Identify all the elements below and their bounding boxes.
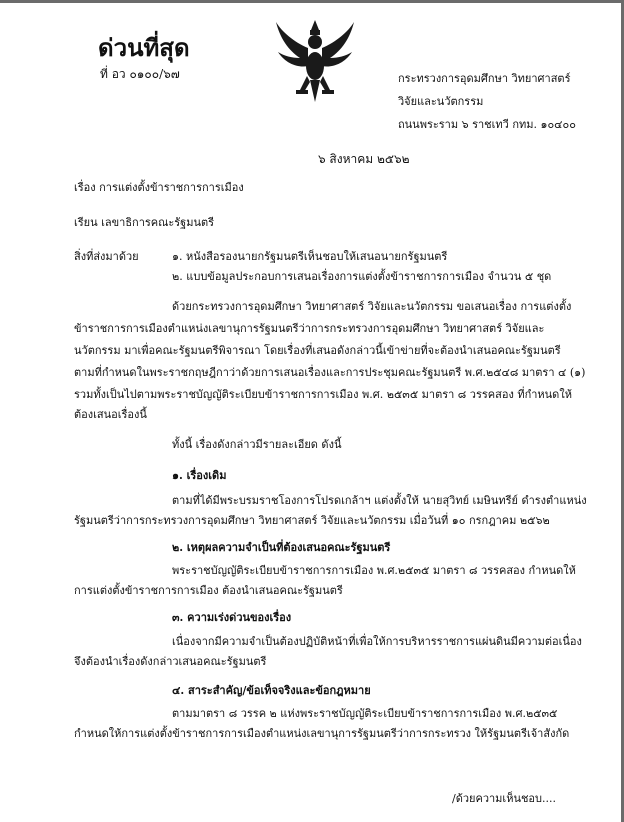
section-4-line: ตามมาตรา ๘ วรรค ๒ แห่งพระราชบัญญัติระเบียบข้าราชการการเมือง พ.ศ.๒๕๓๕ <box>172 707 558 720</box>
ministry-name: กระทรวงการอุดมศึกษา วิทยาศาสตร์ <box>398 72 571 85</box>
details-intro: ทั้งนี้ เรื่องดังกล่าวมีรายละเอียด ดังนี้ <box>172 438 342 451</box>
enclosures-label: สิ่งที่ส่งมาด้วย <box>74 250 139 263</box>
section-4-line: กำหนดให้การแต่งตั้งข้าราชการการเมืองตำแหน่งเลขานุการรัฐมนตรีว่าการกระทรวง ให้รัฐมนตรีเจ้าสังกัด <box>74 727 570 740</box>
garuda-emblem-icon <box>274 18 356 104</box>
salutation-line: เรียน เลขาธิการคณะรัฐมนตรี <box>74 216 215 229</box>
page-border-top <box>0 0 624 3</box>
body-paragraph-line: ข้าราชการการเมืองตำแหน่งเลขานุการรัฐมนตรีว่าการกระทรวงการอุดมศึกษา วิทยาศาสตร์ วิจัยและ <box>74 322 545 335</box>
section-1-heading: ๑. เรื่องเดิม <box>172 469 227 482</box>
ministry-name-line2: วิจัยและนวัตกรรม <box>398 95 484 108</box>
section-3-line: จึงต้องนำเรื่องดังกล่าวเสนอคณะรัฐมนตรี <box>74 655 267 668</box>
continuation-marker: /ด้วยความเห็นชอบ.... <box>452 792 557 805</box>
section-2-heading: ๒. เหตุผลความจำเป็นที่ต้องเสนอคณะรัฐมนตรี <box>172 541 391 554</box>
body-paragraph-line: ต้องเสนอเรื่องนี้ <box>74 408 147 421</box>
section-3-heading: ๓. ความเร่งด่วนของเรื่อง <box>172 611 292 624</box>
enclosure-item-2: ๒. แบบข้อมูลประกอบการเสนอเรื่องการแต่งตั้งข้าราชการการเมือง จำนวน ๕ ชุด <box>172 270 552 283</box>
section-3-line: เนื่องจากมีความจำเป็นต้องปฏิบัติหน้าที่เพื่อให้การบริหารราชการแผ่นดินมีความต่อเนื่อง <box>172 635 582 648</box>
urgency-label: ด่วนที่สุด <box>98 33 190 62</box>
body-paragraph-line: นวัตกรรม มาเพื่อคณะรัฐมนตรีพิจารณา โดยเรื่องที่เสนอดังกล่าวนี้เข้าข่ายที่จะต้องนำเสนอคณะรัฐมนตรี <box>74 344 561 357</box>
enclosure-item-1: ๑. หนังสือรองนายกรัฐมนตรีเห็นชอบให้เสนอนายกรัฐมนตรี <box>172 250 448 263</box>
section-1-line: รัฐมนตรีว่าการกระทรวงการอุดมศึกษา วิทยาศาสตร์ วิจัยและนวัตกรรม เมื่อวันที่ ๑๐ กรกฎาคม ๒๕๖๒ <box>74 514 550 527</box>
body-paragraph-line: ด้วยกระทรวงการอุดมศึกษา วิทยาศาสตร์ วิจัยและนวัตกรรม ขอเสนอเรื่อง การแต่งตั้ง <box>172 300 572 313</box>
section-2-line: การแต่งตั้งข้าราชการการเมือง ต้องนำเสนอคณะรัฐมนตรี <box>74 584 343 597</box>
subject-line: เรื่อง การแต่งตั้งข้าราชการการเมือง <box>74 181 244 194</box>
ministry-address: ถนนพระราม ๖ ราชเทวี กทม. ๑๐๔๐๐ <box>398 118 576 131</box>
document-date: ๖ สิงหาคม ๒๕๖๒ <box>318 152 410 166</box>
document-number: ที่ อว ๐๑๐๐/๖๗ <box>100 67 180 81</box>
section-1-line: ตามที่ได้มีพระบรมราชโองการโปรดเกล้าฯ แต่งตั้งให้ นายสุวิทย์ เมษินทรีย์ ดำรงตำแหน่ง <box>172 494 587 507</box>
body-paragraph-line: รวมทั้งเป็นไปตามพระราชบัญญัติระเบียบข้าราชการการเมือง พ.ศ. ๒๕๓๕ มาตรา ๘ วรรคสอง ที่กำหนดให้ <box>74 388 572 401</box>
section-2-line: พระราชบัญญัติระเบียบข้าราชการการเมือง พ.ศ.๒๕๓๕ มาตรา ๘ วรรคสอง กำหนดให้ <box>172 564 576 577</box>
body-paragraph-line: ตามที่กำหนดในพระราชกฤษฎีกาว่าด้วยการเสนอเรื่องและการประชุมคณะรัฐมนตรี พ.ศ.๒๕๔๘ มาตรา ๔ (๑) <box>74 366 586 379</box>
section-4-heading: ๔. สาระสำคัญ/ข้อเท็จจริงและข้อกฎหมาย <box>172 684 371 697</box>
